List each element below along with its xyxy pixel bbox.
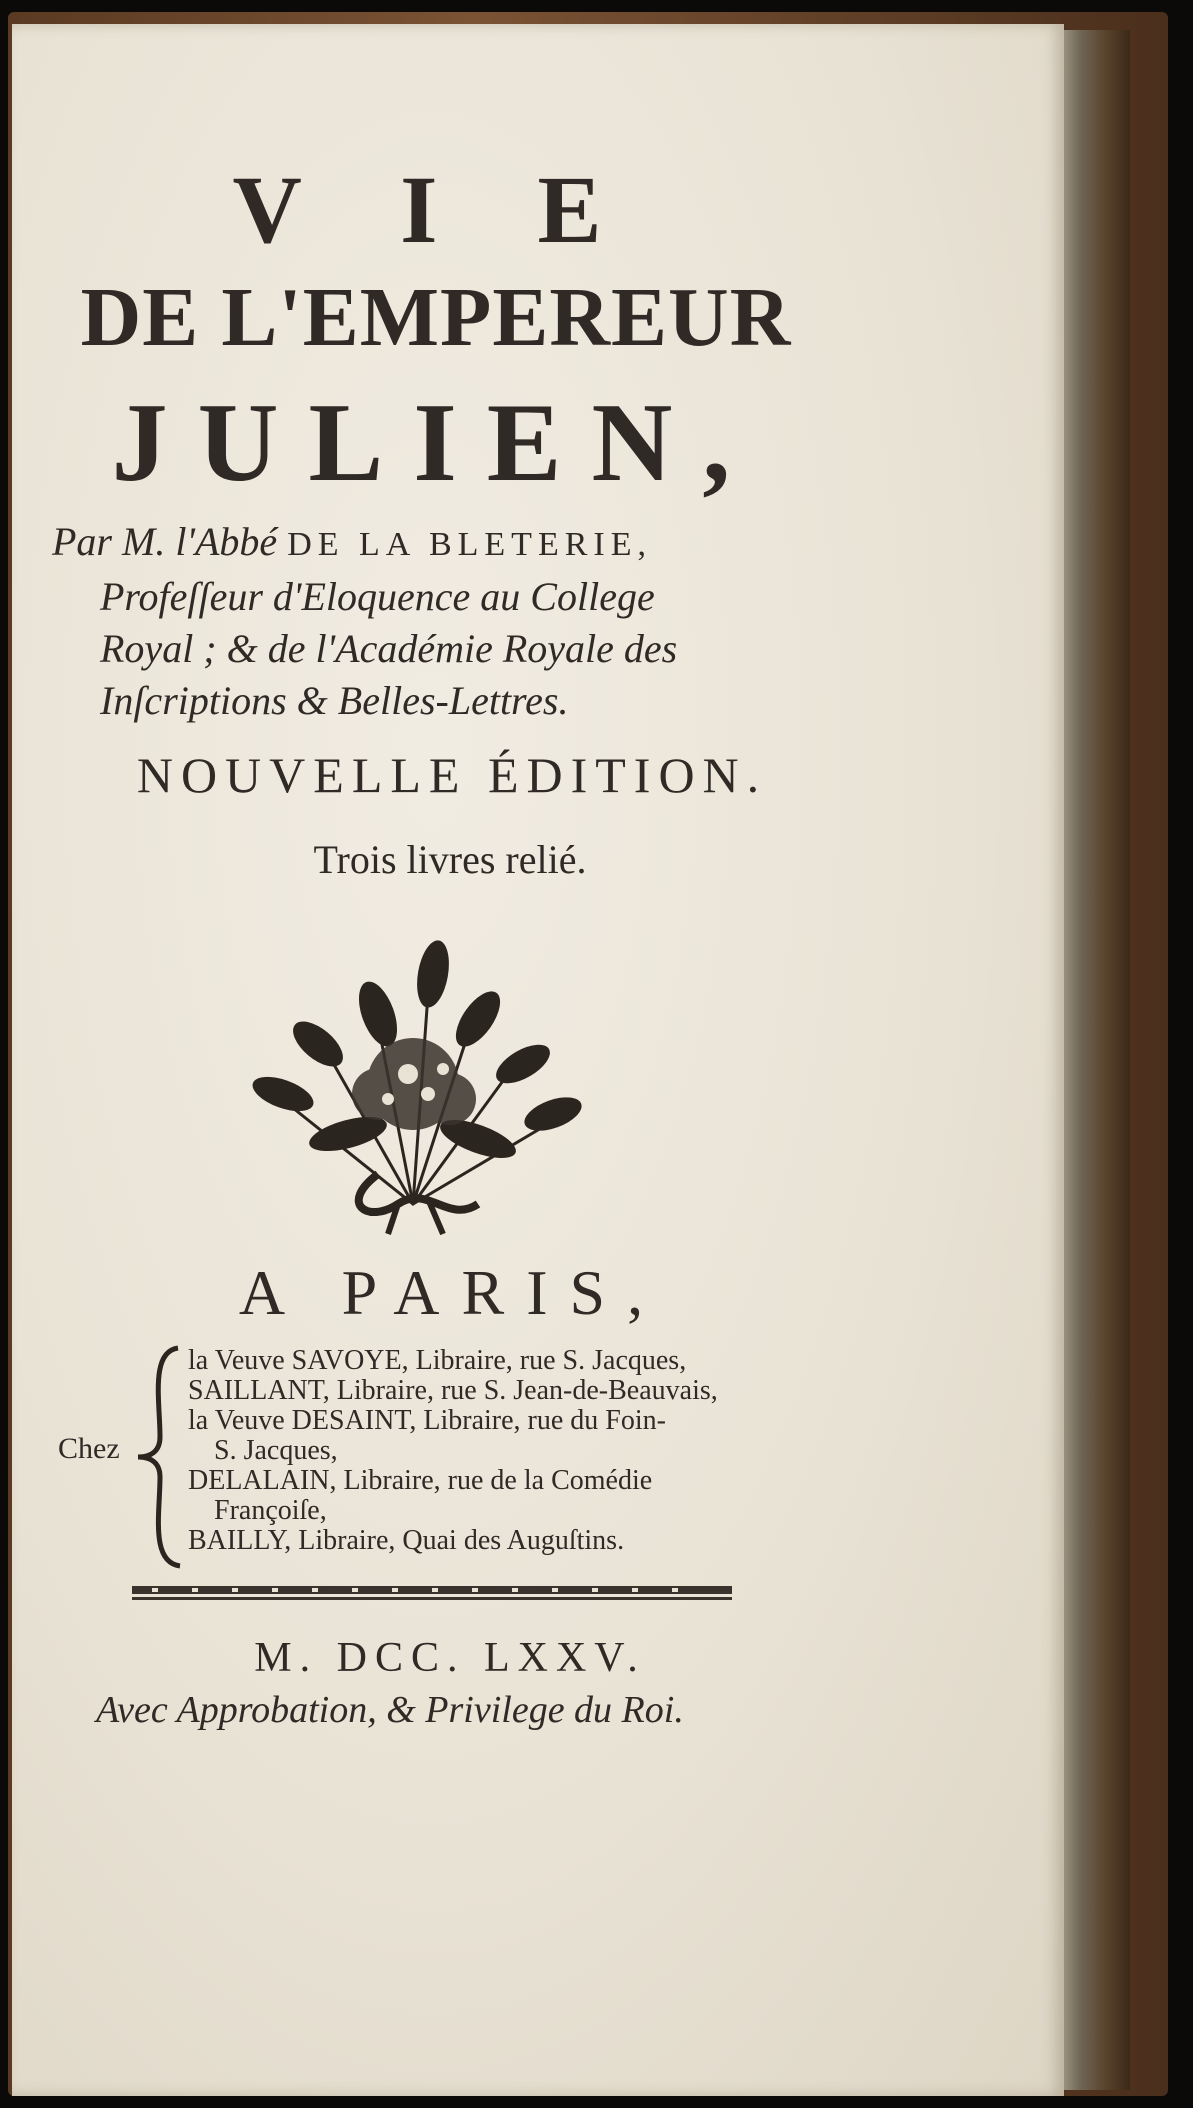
author-line-4: Inſcriptions & Belles-Lettres.	[100, 678, 569, 723]
curly-brace-icon	[130, 1342, 190, 1572]
bookseller-line: BAILLY, Libraire, Quai des Auguſtins.	[188, 1525, 625, 1556]
author-block	[52, 516, 832, 727]
bookseller-line: SAILLANT, Libraire, rue S. Jean-de-Beauvais,	[188, 1375, 718, 1406]
bookseller-line: la Veuve DESAINT, Libraire, rue du Foin-	[188, 1405, 666, 1436]
imprint-place: A PARIS,	[238, 1257, 666, 1328]
author-line-2: Profeſſeur d'Eloquence au College	[100, 574, 655, 619]
ornamental-rule	[132, 1582, 732, 1604]
bookseller-line: S. Jacques,	[214, 1435, 338, 1466]
floral-bouquet-ornament-icon	[228, 904, 598, 1244]
edition-label: NOUVELLE ÉDITION.	[136, 747, 768, 803]
bookseller-line: la Veuve SAVOYE, Libraire, rue S. Jacques,	[188, 1345, 687, 1376]
title-line-empereur: DE L'EMPEREUR	[80, 271, 792, 364]
title-page	[12, 24, 1064, 2096]
booksellers-list	[188, 1346, 808, 1556]
bookseller-line: DELALAIN, Libraire, rue de la Comédie	[188, 1465, 653, 1496]
bookseller-line: Françoiſe,	[214, 1495, 327, 1526]
author-line-3: Royal ; & de l'Académie Royale des	[100, 626, 678, 671]
title-line-julien: JULIEN,	[111, 381, 761, 505]
author-prefix: Par M. l'Abbé	[52, 519, 288, 564]
publication-date: M. DCC. LXXV.	[254, 1635, 646, 1681]
approbation-line: Avec Approbation, & Privilege du Roi.	[96, 1689, 684, 1731]
binding-note: Trois livres relié.	[313, 837, 587, 882]
author-name: DE LA BLETERIE,	[287, 526, 652, 563]
chez-label: Chez	[58, 1432, 120, 1465]
title-line-vie: V I E	[232, 156, 640, 263]
